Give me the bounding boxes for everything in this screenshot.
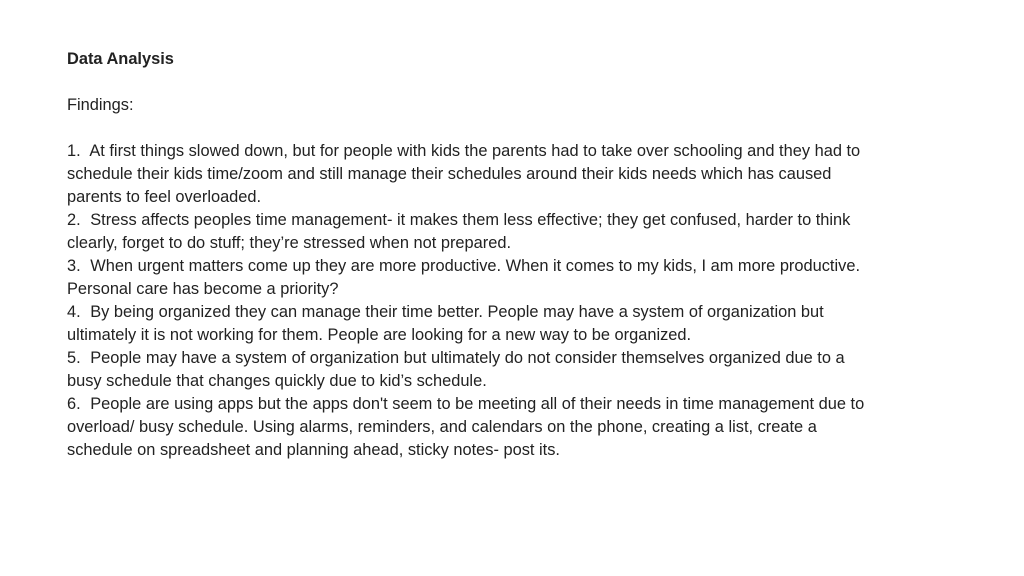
finding-text: Stress affects peoples time management- it makes them less effective; they get confused, harder to think clearly, forget to do stuff; they’re stressed when not prepared.	[67, 211, 851, 252]
finding-number: 3.	[67, 257, 81, 275]
finding-text: People are using apps but the apps don't seem to be meeting all of their needs in time management due to overload/ busy schedule. Using alarms, reminders, and calendars on the phone, creating a list, create a schedule on spreadsheet and planning ahead, sticky notes- post its.	[67, 395, 865, 459]
finding-text: When urgent matters come up they are more productive. When it comes to my kids, I am more productive. Personal care has become a priority?	[67, 257, 860, 298]
finding-text: By being organized they can manage their time better. People may have a system of organization but ultimately it is not working for them. People are looking for a new way to be organized.	[67, 303, 824, 344]
finding-item	[67, 301, 867, 347]
findings-heading: Findings:	[67, 96, 134, 114]
finding-item	[67, 393, 867, 462]
finding-text: People may have a system of organization but ultimately do not consider themselves organized due to a busy schedule that changes quickly due to kid’s schedule.	[67, 349, 845, 390]
finding-number: 2.	[67, 211, 81, 229]
finding-number: 1.	[67, 142, 81, 160]
finding-number: 5.	[67, 349, 81, 367]
document-body	[67, 48, 867, 462]
finding-number: 6.	[67, 395, 81, 413]
finding-item	[67, 209, 867, 255]
finding-text: At first things slowed down, but for people with kids the parents had to take over schooling and they had to schedule their kids time/zoom and still manage their schedules around their kids needs which has caused parents to feel overloaded.	[67, 142, 861, 206]
finding-item	[67, 255, 867, 301]
document-title: Data Analysis	[67, 50, 174, 68]
finding-number: 4.	[67, 303, 81, 321]
finding-item	[67, 347, 867, 393]
finding-item	[67, 140, 867, 209]
